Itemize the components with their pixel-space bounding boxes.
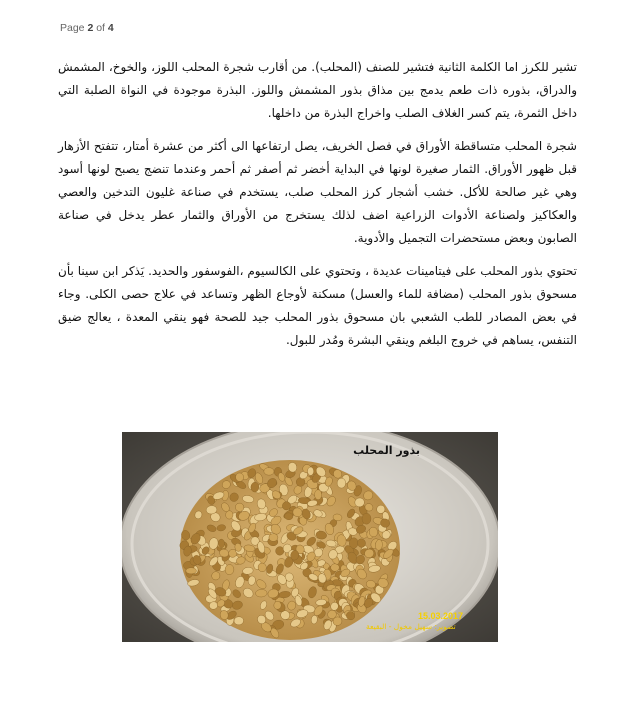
mahlab-seeds-photo: [122, 432, 498, 642]
page-total: 4: [107, 22, 114, 34]
photo-credit: تصوير: سهيل مخول - البقيعة: [366, 622, 456, 631]
photo-caption: بذور المحلب: [353, 444, 420, 457]
seed: [218, 539, 225, 548]
seed: [362, 513, 371, 524]
page-current: 2: [87, 22, 94, 34]
seed: [308, 467, 314, 475]
document-body: [58, 56, 577, 362]
seed: [337, 478, 346, 488]
paragraph-origin: تشير للكرز اما الكلمة الثانية فتشير للصنف (المحلب). من أقارب شجرة المحلب اللوز، والخوخ، المشمش والدراق، بذوره ذات طعم يدمج بين مذاق بذور المشمش واللوز. البذرة موجودة في النواة الصلبة التي داخل الثمرة، يتم كسر الغلاف الصلب واخراج البذرة من داخلها.: [58, 60, 577, 120]
seed: [331, 564, 340, 572]
photo-date-stamp: 15.03.2017: [418, 611, 464, 621]
seed: [186, 568, 197, 574]
page-number-header: [60, 22, 114, 34]
paragraph-benefits: تحتوي بذور المحلب على فيتامينات عديدة ، وتحتوي على الكالسيوم ،الفوسفور والحديد. يَذكر ابن سينا بأن مسحوق بذور المحلب (مضافة للماء والعسل) مسكنة لأوجاع الظهر وتساعد في علاج حصى الكلى. وجاء في بعض المصادر للطب الشعبي بان مسحوق بذور المحلب جيد للصحة فهو ينقي المعدة ، يعالج ضيق التنفس، يساهم في خروج البلغم وينقي البشرة ومُدر للبول.: [58, 264, 577, 347]
paragraph-tree: شجرة المحلب متساقطة الأوراق في فصل الخريف، يصل ارتفاعها الى أكثر من عشرة أمتار، تتفتح الأزهار قبل ظهور الأوراق. الثمار صغيرة لونها في البداية أخضر ثم أصفر ثم أحمر وعندما تنضج يصبح لونها أسود وهي غير صالحة للأكل. خشب أشجار كرز المحلب صلب، يستخدم في صناعة غليون التدخين والعصي والعكاكيز ولصناعة الأدوات الزراعية اضف لذلك يستخرج من الأوراق والثمار عطر يدخل في صناعة الصابون وبعض مستحضرات التجميل والأدوية.: [58, 139, 577, 245]
page-prefix: Page: [60, 22, 88, 34]
page-separator: of: [93, 22, 108, 34]
